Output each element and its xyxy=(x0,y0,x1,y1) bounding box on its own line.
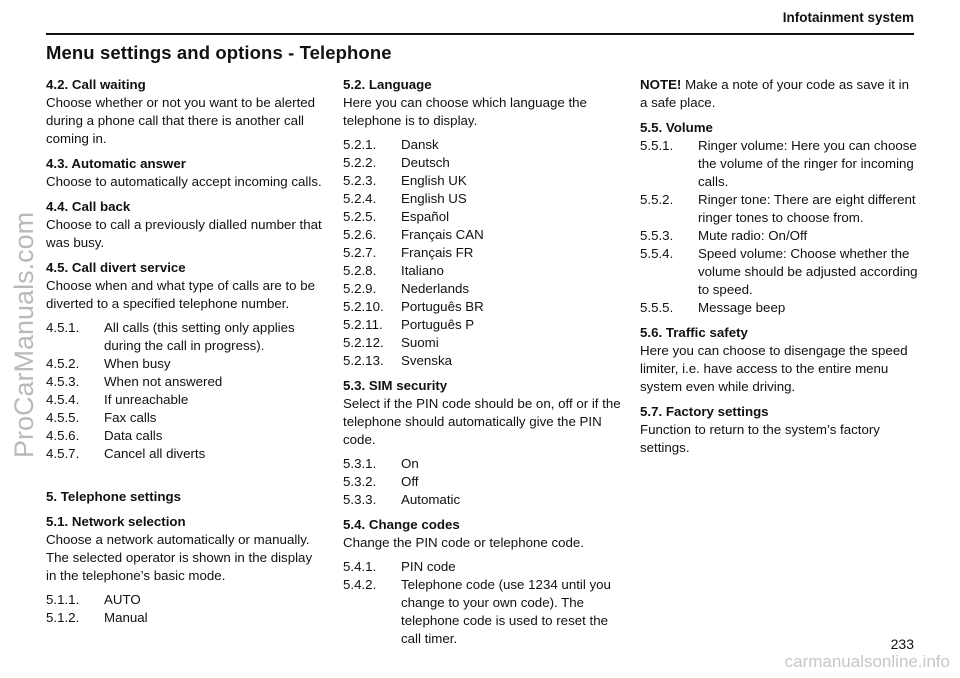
note-paragraph xyxy=(640,76,918,112)
list-item xyxy=(343,473,621,491)
item-number: 5.3.3. xyxy=(343,492,377,507)
item-text: When busy xyxy=(104,356,171,371)
item-text: Italiano xyxy=(401,263,444,278)
item-number: 5.5.3. xyxy=(640,228,674,243)
item-number: 5.2.9. xyxy=(343,281,377,296)
item-text: Español xyxy=(401,209,450,224)
list-item xyxy=(640,245,918,299)
section-text: Here you can choose which language the telephone is to display. xyxy=(343,95,587,128)
list-item xyxy=(343,455,621,473)
list-item xyxy=(343,316,621,334)
header-divider xyxy=(46,33,914,35)
call-divert-list xyxy=(46,319,324,463)
item-number: 5.5.2. xyxy=(640,192,674,207)
list-item xyxy=(343,298,621,316)
item-text: Português P xyxy=(401,317,475,332)
list-item xyxy=(343,558,621,576)
item-number: 5.2.6. xyxy=(343,227,377,242)
item-text: English UK xyxy=(401,173,467,188)
watermark-bottom: carmanualsonline.info xyxy=(784,652,950,671)
item-text: Português BR xyxy=(401,299,484,314)
network-list xyxy=(46,591,324,627)
page-title: Menu settings and options - Telephone xyxy=(46,42,392,63)
item-number: 4.5.5. xyxy=(46,410,80,425)
list-item xyxy=(343,226,621,244)
list-item xyxy=(640,137,918,191)
column-1 xyxy=(46,76,324,627)
list-item xyxy=(343,352,621,370)
list-item xyxy=(343,244,621,262)
list-item xyxy=(343,491,621,509)
section-heading: 4.4. Call back xyxy=(46,199,131,214)
item-text: English US xyxy=(401,191,467,206)
item-number: 5.1.1. xyxy=(46,592,80,607)
page-number: 233 xyxy=(890,636,914,652)
item-text: Fax calls xyxy=(104,410,157,425)
list-item xyxy=(46,355,324,373)
item-number: 5.2.7. xyxy=(343,245,377,260)
section-text: Function to return to the system’s factory settings. xyxy=(640,422,880,455)
item-number: 5.4.2. xyxy=(343,577,377,592)
section-heading: 5.2. Language xyxy=(343,77,432,92)
item-text: All calls (this setting only applies during the call in progress). xyxy=(104,320,295,353)
section-text: Choose a network automatically or manually. The selected operator is shown in the display in the telephone’s basic mode. xyxy=(46,532,313,583)
item-number: 5.5.5. xyxy=(640,300,674,315)
list-item xyxy=(46,609,324,627)
item-text: If unreachable xyxy=(104,392,189,407)
column-2 xyxy=(343,76,621,648)
item-text: AUTO xyxy=(104,592,141,607)
list-item xyxy=(343,280,621,298)
item-text: Automatic xyxy=(401,492,461,507)
item-number: 5.2.13. xyxy=(343,353,384,368)
item-number: 5.2.4. xyxy=(343,191,377,206)
item-text: Cancel all diverts xyxy=(104,446,206,461)
section-text: Select if the PIN code should be on, off or if the telephone should automatically give the PIN code. xyxy=(343,396,621,447)
item-text: Ringer tone: There are eight different ringer tones to choose from. xyxy=(698,192,916,225)
item-number: 5.2.12. xyxy=(343,335,384,350)
list-item xyxy=(343,334,621,352)
section-heading: 5.3. SIM security xyxy=(343,378,448,393)
list-item xyxy=(46,445,324,463)
section-heading: 5.4. Change codes xyxy=(343,517,460,532)
change-codes-list xyxy=(343,558,621,648)
watermark-left: ProCarManuals.com xyxy=(9,211,39,458)
list-item xyxy=(640,299,918,317)
section-heading: 4.2. Call waiting xyxy=(46,77,146,92)
item-text: Speed volume: Choose whether the volume should be adjusted according to speed. xyxy=(698,246,918,297)
item-text: When not answered xyxy=(104,374,223,389)
section-heading: 4.3. Automatic answer xyxy=(46,156,186,171)
item-number: 4.5.4. xyxy=(46,392,80,407)
item-text: Français CAN xyxy=(401,227,484,242)
list-item xyxy=(46,591,324,609)
list-item xyxy=(640,191,918,227)
list-item xyxy=(46,391,324,409)
item-text: On xyxy=(401,456,419,471)
item-text: Nederlands xyxy=(401,281,470,296)
item-text: Français FR xyxy=(401,245,474,260)
item-text: PIN code xyxy=(401,559,456,574)
section-heading: 5. Telephone settings xyxy=(46,489,181,504)
item-text: Manual xyxy=(104,610,148,625)
item-number: 5.2.10. xyxy=(343,299,384,314)
section-text: Choose to call a previously dialled number that was busy. xyxy=(46,217,322,250)
section-heading: 5.6. Traffic safety xyxy=(640,325,748,340)
list-item xyxy=(343,576,621,648)
list-item xyxy=(343,208,621,226)
item-number: 5.2.2. xyxy=(343,155,377,170)
item-number: 5.3.1. xyxy=(343,456,377,471)
item-number: 4.5.2. xyxy=(46,356,80,371)
item-number: 5.5.1. xyxy=(640,138,674,153)
list-item xyxy=(343,172,621,190)
item-number: 5.4.1. xyxy=(343,559,377,574)
item-text: Data calls xyxy=(104,428,163,443)
list-item xyxy=(343,190,621,208)
list-item xyxy=(46,409,324,427)
section-heading: 5.7. Factory settings xyxy=(640,404,769,419)
header-section-title: Infotainment system xyxy=(782,10,914,25)
column-3 xyxy=(640,76,918,457)
item-text: Off xyxy=(401,474,419,489)
section-heading: 4.5. Call divert service xyxy=(46,260,186,275)
list-item xyxy=(46,319,324,355)
note-label: NOTE! xyxy=(640,77,682,92)
item-text: Telephone code (use 1234 until you change to your own code). The telephone code is used to reset the call timer. xyxy=(401,577,611,646)
list-item xyxy=(46,427,324,445)
list-item xyxy=(343,136,621,154)
list-item xyxy=(343,154,621,172)
list-item xyxy=(640,227,918,245)
item-text: Message beep xyxy=(698,300,786,315)
spacer xyxy=(46,463,324,481)
section-heading: 5.5. Volume xyxy=(640,120,713,135)
item-number: 5.2.11. xyxy=(343,317,383,332)
item-text: Svenska xyxy=(401,353,452,368)
language-list xyxy=(343,136,621,370)
section-text: Here you can choose to disengage the speed limiter, i.e. have access to the entire menu system even while driving. xyxy=(640,343,908,394)
sim-security-list xyxy=(343,455,621,509)
item-number: 5.2.1. xyxy=(343,137,377,152)
item-text: Suomi xyxy=(401,335,439,350)
note-text: Make a note of your code as save it in a safe place. xyxy=(640,77,910,110)
item-text: Deutsch xyxy=(401,155,450,170)
section-text: Choose whether or not you want to be alerted during a phone call that there is another call coming in. xyxy=(46,95,316,146)
item-number: 5.2.8. xyxy=(343,263,377,278)
item-number: 5.2.3. xyxy=(343,173,377,188)
item-text: Dansk xyxy=(401,137,439,152)
item-text: Mute radio: On/Off xyxy=(698,228,808,243)
item-number: 5.5.4. xyxy=(640,246,674,261)
section-text: Choose to automatically accept incoming calls. xyxy=(46,174,322,189)
section-text: Change the PIN code or telephone code. xyxy=(343,535,584,550)
item-number: 4.5.1. xyxy=(46,320,80,335)
item-number: 4.5.3. xyxy=(46,374,80,389)
item-number: 4.5.7. xyxy=(46,446,80,461)
item-number: 5.2.5. xyxy=(343,209,377,224)
item-number: 5.1.2. xyxy=(46,610,80,625)
item-number: 5.3.2. xyxy=(343,474,377,489)
section-text: Choose when and what type of calls are to be diverted to a specified telephone number. xyxy=(46,278,316,311)
list-item xyxy=(46,373,324,391)
item-number: 4.5.6. xyxy=(46,428,80,443)
volume-list xyxy=(640,137,918,317)
section-heading: 5.1. Network selection xyxy=(46,514,186,529)
list-item xyxy=(343,262,621,280)
item-text: Ringer volume: Here you can choose the volume of the ringer for incoming calls. xyxy=(698,138,917,189)
